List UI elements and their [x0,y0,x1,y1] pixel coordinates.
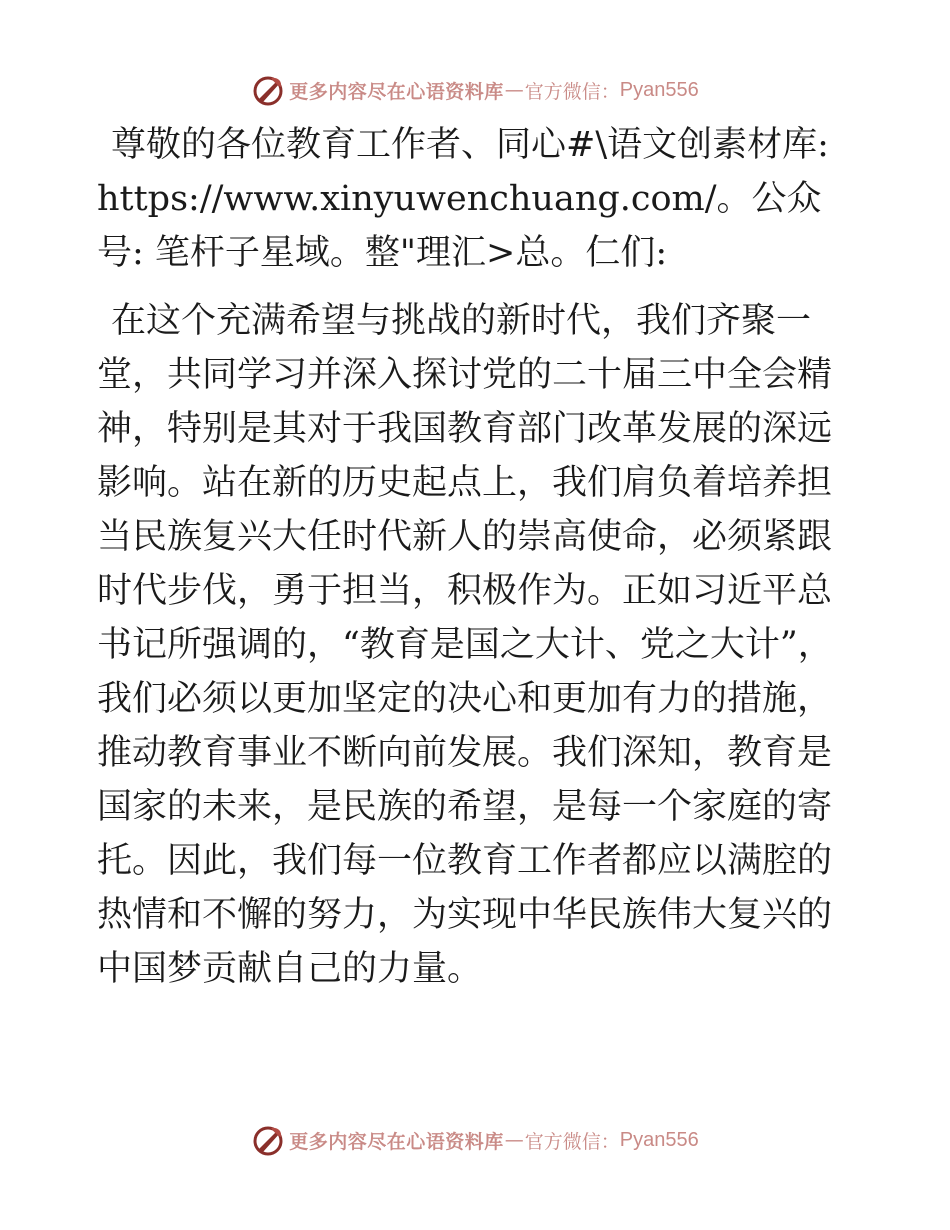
quill-logo-icon [251,1123,285,1157]
banner-wechat-id: Pyan556 [619,1128,699,1151]
footer-watermark-banner [0,1120,950,1160]
banner-wechat-id: Pyan556 [619,78,699,101]
banner-text: 更多内容尽在心语资料库 [289,80,504,103]
body-paragraph: 在这个充满希望与挑战的新时代，我们齐聚一堂，共同学习并深入探讨党的二十届三中全会精神，特别是其对于我国教育部门改革发展的深远影响。站在新的历史起点上，我们肩负着培养担当民族复兴大任时代新人的崇高使命，必须紧跟时代步伐，勇于担当，积极作为。正如习近平总书记所强调的，“教育是国之大计、党之大计”，我们必须以更加坚定的决心和更加有力的措施，推动教育事业不断向前发展。我们深知，教育是国家的未来，是民族的希望，是每一个家庭的寄托。因此，我们每一位教育工作者都应以满腔的热情和不懈的努力，为实现中华民族伟大复兴的中国梦贡献自己的力量。 [97,301,833,989]
banner-wechat-label: 官方微信： [524,80,620,103]
document-body [97,118,857,996]
banner-text: 更多内容尽在心语资料库 [289,1130,504,1153]
header-watermark-banner [0,70,950,110]
salutation-paragraph: 尊敬的各位教育工作者、同心#\语文创素材库: https://www.xinyuwenchuang.com/。公众号: 笔杆子星域。整"理汇>总。仁们: [97,125,829,273]
banner-dash: — [504,79,524,101]
banner-dash: — [504,1129,524,1151]
banner-wechat-label: 官方微信： [524,1130,620,1153]
quill-logo-icon [251,73,285,107]
